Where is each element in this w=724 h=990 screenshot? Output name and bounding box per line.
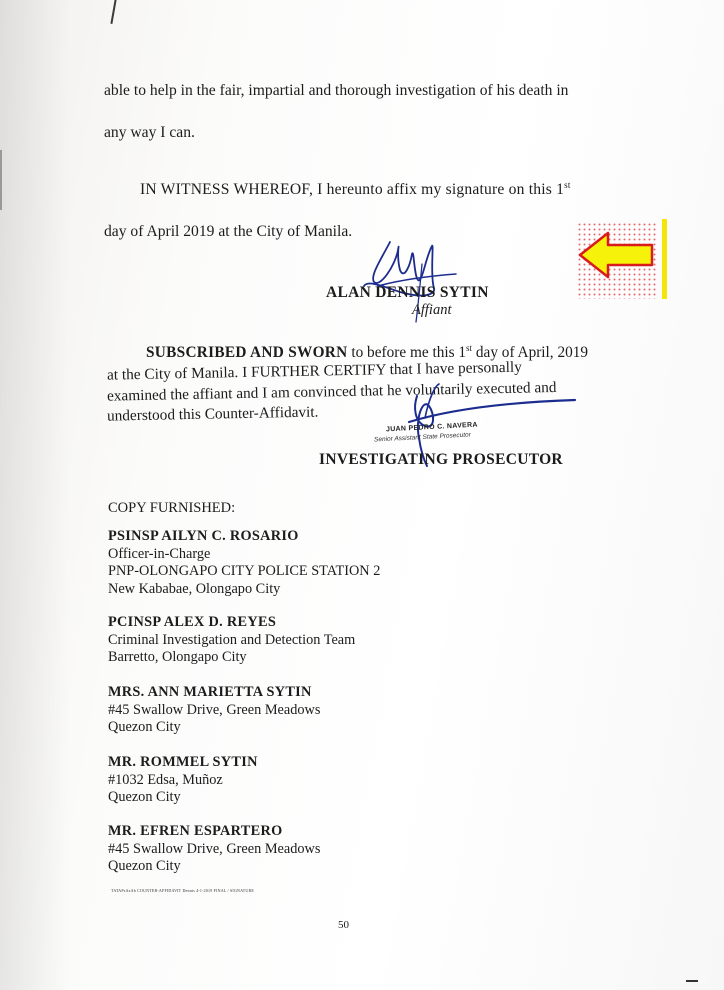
- recipient-line: #45 Swallow Drive, Green Meadows: [108, 701, 321, 718]
- sworn-end: day of April, 2019: [472, 344, 589, 362]
- sworn-line-3: examined the affiant and I am convinced that he voluntarily executed and: [106, 378, 557, 405]
- affiant-role: Affiant: [412, 302, 452, 318]
- body-line-2: any way I can.: [104, 124, 195, 141]
- recipient-line: Officer-in-Charge: [108, 545, 211, 562]
- sworn-lead: SUBSCRIBED AND SWORN: [146, 344, 348, 362]
- body-line-4: day of April 2019 at the City of Manila.: [104, 223, 353, 240]
- recipient-name: MR. EFREN ESPARTERO: [108, 823, 283, 839]
- sworn-sup: st: [466, 343, 473, 353]
- sworn-line-2: at the City of Manila. I FURTHER CERTIFY that I have personally: [106, 358, 522, 384]
- recipient-name: MRS. ANN MARIETTA SYTIN: [108, 684, 312, 700]
- folded-corner-line: [110, 0, 117, 24]
- copy-furnished-title: COPY FURNISHED:: [108, 500, 236, 516]
- bottom-edge-mark: [686, 980, 698, 982]
- sworn-line-4: understood this Counter-Affidavit.: [106, 403, 319, 425]
- arrow-annotation: [572, 217, 672, 302]
- recipient-line: #45 Swallow Drive, Green Meadows: [108, 840, 321, 857]
- body-line-1: able to help in the fair, impartial and thorough investigation of his death in: [104, 82, 569, 99]
- recipient-line: Criminal Investigation and Detection Team: [108, 631, 356, 648]
- recipient-line: Barretto, Olongapo City: [108, 649, 247, 665]
- recipient-name: PCINSP ALEX D. REYES: [108, 614, 277, 630]
- recipient-name: PSINSP AILYN C. ROSARIO: [108, 528, 299, 544]
- recipient-block: [108, 528, 380, 598]
- affiant-name: ALAN DENNIS SYTIN: [326, 284, 489, 301]
- page-edge-shadow: [0, 0, 70, 990]
- stamp-name: JUAN PEDRO C. NAVERA: [385, 421, 478, 434]
- recipient-block: [108, 823, 320, 876]
- arrow-left-icon: [572, 217, 672, 302]
- recipient-line: Quezon City: [108, 858, 181, 874]
- page-number: 50: [338, 919, 349, 931]
- prosecutor-label: INVESTIGATING PROSECUTOR: [319, 451, 563, 468]
- recipient-block: [108, 754, 258, 807]
- footer-file-reference: TATAPsAzAb COUNTER-AFFIDAVIT Dennis 4-1-2019 FINAL / SIGNATURE: [111, 888, 255, 893]
- recipient-name: MR. ROMMEL SYTIN: [108, 754, 258, 770]
- recipient-line: New Kababae, Olongapo City: [108, 580, 281, 597]
- recipient-line: #1032 Edsa, Muñoz: [108, 771, 223, 788]
- witness-line: [140, 180, 571, 199]
- recipient-line: Quezon City: [108, 789, 181, 805]
- recipient-block: [108, 614, 355, 667]
- sworn-rest: to before me this 1: [347, 344, 467, 362]
- recipient-line: PNP-OLONGAPO CITY POLICE STATION 2: [108, 563, 381, 579]
- recipient-block: [108, 684, 320, 737]
- left-margin-mark: [0, 150, 2, 210]
- recipient-line: Quezon City: [108, 719, 181, 735]
- stamp-title: Senior Assistant State Prosecutor: [373, 431, 472, 444]
- witness-sup: st: [564, 180, 571, 190]
- witness-text: IN WITNESS WHEREOF, I hereunto affix my signature on this 1: [140, 181, 565, 199]
